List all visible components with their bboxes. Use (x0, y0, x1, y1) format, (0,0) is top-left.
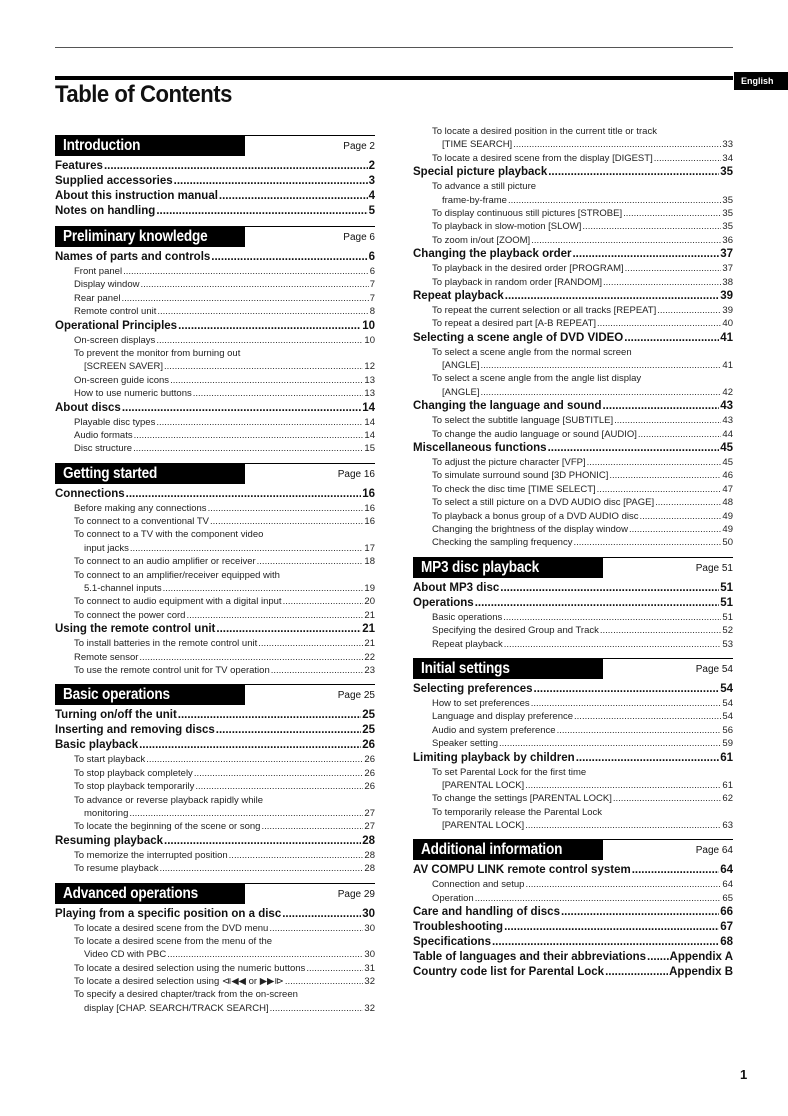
toc-entry[interactable]: Selecting a scene angle of DVD VIDEO ..... 41 (413, 331, 733, 346)
toc-subentry[interactable]: To use the remote control unit for TV operation ..... 23 (55, 664, 375, 677)
page-number: 1 (740, 1067, 748, 1082)
toc-subentry[interactable]: To stop playback temporarily ..... 26 (55, 780, 375, 793)
toc-subentry[interactable]: How to set preferences ..... 54 (413, 697, 733, 710)
toc-subentry[interactable]: To zoom in/out [ZOOM] ..... 36 (413, 234, 733, 247)
toc-subentry[interactable]: [TIME SEARCH] ..... 33 (413, 138, 733, 151)
toc-subentry[interactable]: Display window ..... 7 (55, 278, 375, 291)
toc-subentry[interactable]: To playback in the desired order [PROGRAM] ..... 37 (413, 262, 733, 275)
toc-subentry[interactable]: How to use numeric buttons ..... 13 (55, 387, 375, 400)
toc-subentry[interactable]: Specifying the desired Group and Track ..... 52 (413, 624, 733, 637)
title-rule (55, 76, 733, 80)
section-title: Advanced operations (63, 884, 199, 902)
toc-subentry-line1[interactable]: To temporarily release the Parental Lock (432, 806, 603, 818)
toc-subentry[interactable]: Disc structure ..... 15 (55, 442, 375, 455)
toc-subentry[interactable]: To locate a desired scene from the DVD menu ..... 30 (55, 922, 375, 935)
toc-subentry[interactable]: Audio formats ..... 14 (55, 429, 375, 442)
section-title: Basic operations (63, 686, 170, 704)
toc-entry[interactable]: Troubleshooting ..... 67 (413, 920, 733, 935)
toc-subentry[interactable]: Connection and setup ..... 64 (413, 878, 733, 891)
toc-subentry[interactable]: [PARENTAL LOCK] ..... 61 (413, 779, 733, 792)
toc-subentry[interactable]: To start playback ..... 26 (55, 753, 375, 766)
toc-subentry[interactable]: frame-by-frame ..... 35 (413, 194, 733, 207)
section-page[interactable]: Page 29 (337, 888, 375, 900)
toc-subentry[interactable]: To memorize the interrupted position ..... 28 (55, 849, 375, 862)
section-initial-settings (413, 658, 733, 680)
page-title: Table of Contents (55, 81, 232, 108)
toc-subentry[interactable]: Repeat playback ..... 53 (413, 638, 733, 651)
toc-subentry[interactable]: To check the disc time [TIME SELECT] ..... 47 (413, 483, 733, 496)
section-page[interactable]: Page 64 (695, 845, 733, 857)
toc-entry[interactable]: Playing from a specific position on a disc ..... 30 (55, 907, 375, 922)
toc-subentry[interactable]: To locate a desired selection using the numeric buttons ..... 31 (55, 962, 375, 975)
toc-entry[interactable]: About MP3 disc ..... 51 (413, 581, 733, 596)
toc-subentry[interactable]: Remote sensor ..... 22 (55, 651, 375, 664)
section-introduction (55, 135, 375, 157)
toc-subentry-line1[interactable]: To locate a desired scene from the menu of the (74, 935, 273, 947)
toc-entry[interactable]: Supplied accessories ..... 3 (55, 174, 375, 189)
toc-subentry[interactable]: To connect to a conventional TV ..... 16 (55, 515, 375, 528)
toc-entry[interactable]: Special picture playback ..... 35 (413, 165, 733, 180)
toc-subentry[interactable]: Basic operations ..... 51 (413, 611, 733, 624)
toc-subentry[interactable]: To connect the power cord ..... 21 (55, 609, 375, 622)
toc-subentry-line1[interactable]: To locate a desired position in the current title or track (432, 126, 657, 137)
toc-subentry-line1[interactable]: To advance a still picture (432, 181, 537, 193)
section-page[interactable]: Page 2 (343, 141, 375, 152)
section-page[interactable]: Page 54 (695, 663, 733, 675)
toc-entry[interactable]: Connections ..... 16 (55, 487, 375, 502)
toc-subentry[interactable]: To locate a desired scene from the display [DIGEST] ..... 34 (413, 152, 733, 165)
toc-subentry[interactable]: To change the audio language or sound [AUDIO] ..... 44 (413, 428, 733, 441)
section-mp3-disc-playback (413, 557, 733, 579)
section-title: Additional information (421, 841, 563, 859)
toc-subentry[interactable]: Changing the brightness of the display window ..... 49 (413, 523, 733, 536)
toc-subentry[interactable]: To repeat the current selection or all tracks [REPEAT] ..... 39 (413, 304, 733, 317)
toc-subentry[interactable]: On-screen displays ..... 10 (55, 334, 375, 347)
toc-subentry[interactable]: Remote control unit ..... 8 (55, 305, 375, 318)
toc-entry[interactable]: Turning on/off the unit ..... 25 (55, 708, 375, 723)
toc-subentry[interactable]: To playback a bonus group of a DVD AUDIO disc ..... 49 (413, 510, 733, 523)
toc-subentry[interactable]: [SCREEN SAVER] ..... 12 (55, 360, 375, 373)
section-page[interactable]: Page 25 (337, 690, 375, 702)
toc-subentry[interactable]: [ANGLE] ..... 42 (413, 386, 733, 399)
toc-subentry[interactable]: To select a still picture on a DVD AUDIO disc [PAGE] ..... 48 (413, 496, 733, 509)
toc-subentry[interactable]: To locate the beginning of the scene or song ..... 27 (55, 820, 375, 833)
language-tab: English (734, 72, 788, 90)
toc-subentry-line1[interactable]: To connect to an amplifier/receiver equipped with (74, 569, 280, 581)
toc-subentry[interactable]: To select the subtitle language [SUBTITLE] ..... 43 (413, 414, 733, 427)
toc-subentry[interactable]: Speaker setting ..... 59 (413, 737, 733, 750)
toc-subentry[interactable]: 5.1-channel inputs ..... 19 (55, 582, 375, 595)
toc-subentry-line1[interactable]: To select a scene angle from the angle list display (432, 373, 642, 385)
toc-entry[interactable]: Using the remote control unit ..... 21 (55, 622, 375, 637)
toc-entry[interactable]: Miscellaneous functions ..... 45 (413, 441, 733, 456)
toc-subentry[interactable]: To install batteries in the remote control unit ..... 21 (55, 637, 375, 650)
toc-right-column (413, 125, 733, 980)
toc-entry[interactable]: Country code list for Parental Lock ..... Appendix B (413, 965, 733, 980)
toc-subentry[interactable]: input jacks ..... 17 (55, 542, 375, 555)
toc-subentry[interactable]: monitoring ..... 27 (55, 807, 375, 820)
section-page[interactable]: Page 51 (695, 562, 733, 574)
toc-entry[interactable]: Repeat playback ..... 39 (413, 289, 733, 304)
toc-subentry[interactable]: To locate a desired selection using ⧏◀◀ or ▶▶⧐ ..... 32 (55, 975, 375, 988)
toc-subentry[interactable]: To change the settings [PARENTAL LOCK] ..... 62 (413, 792, 733, 805)
toc-entry[interactable]: Changing the playback order ..... 37 (413, 247, 733, 262)
section-additional-information (413, 839, 733, 861)
toc-entry[interactable]: About this instruction manual ..... 4 (55, 189, 375, 204)
toc-subentry-line1[interactable]: To connect to a TV with the component video (74, 529, 264, 541)
toc-entry[interactable]: Resuming playback ..... 28 (55, 834, 375, 849)
toc-subentry[interactable]: Audio and system preference ..... 56 (413, 724, 733, 737)
toc-entry[interactable]: Operational Principles ..... 10 (55, 319, 375, 334)
toc-subentry[interactable]: On-screen guide icons ..... 13 (55, 374, 375, 387)
toc-entry[interactable]: Features ..... 2 (55, 159, 375, 174)
toc-subentry[interactable]: Rear panel ..... 7 (55, 292, 375, 305)
toc-entry[interactable]: Inserting and removing discs ..... 25 (55, 723, 375, 738)
toc-entry[interactable]: Notes on handling ..... 5 (55, 204, 375, 219)
toc-entry[interactable]: Basic playback ..... 26 (55, 738, 375, 753)
toc-left-column (55, 135, 375, 1015)
toc-subentry[interactable]: To simulate surround sound [3D PHONIC] ..... 46 (413, 469, 733, 482)
toc-subentry[interactable]: To connect to audio equipment with a digital input ..... 20 (55, 595, 375, 608)
toc-subentry-line1[interactable]: To advance or reverse playback rapidly while (74, 794, 264, 806)
section-advanced-operations (55, 883, 375, 905)
toc-subentry-line1[interactable]: To specify a desired chapter/track from the on-screen (74, 989, 298, 1001)
toc-subentry-line1[interactable]: To prevent the monitor from burning out (74, 347, 241, 359)
toc-subentry[interactable]: Front panel ..... 6 (55, 265, 375, 278)
section-title: Preliminary knowledge (63, 228, 208, 245)
section-title: MP3 disc playback (421, 558, 540, 576)
toc-entry[interactable]: Care and handling of discs ..... 66 (413, 905, 733, 920)
section-preliminary-knowledge (55, 226, 375, 248)
toc-entry[interactable]: Changing the language and sound ..... 43 (413, 399, 733, 414)
section-basic-operations (55, 684, 375, 706)
section-title: Initial settings (421, 659, 510, 677)
section-title: Getting started (63, 464, 158, 482)
toc-subentry[interactable]: Language and display preference ..... 54 (413, 710, 733, 723)
toc-entry[interactable]: Table of languages and their abbreviations ..... Appendix A (413, 950, 733, 965)
toc-subentry-line1[interactable]: To set Parental Lock for the first time (432, 766, 587, 778)
toc-subentry[interactable]: To display continuous still pictures [STROBE] ..... 35 (413, 207, 733, 220)
toc-subentry[interactable]: Before making any connections ..... 16 (55, 502, 375, 515)
toc-entry[interactable]: Selecting preferences ..... 54 (413, 682, 733, 697)
toc-subentry[interactable]: [ANGLE] ..... 41 (413, 359, 733, 372)
toc-entry[interactable]: AV COMPU LINK remote control system ..... 64 (413, 863, 733, 878)
top-rule (55, 47, 733, 48)
toc-subentry[interactable]: To playback in random order [RANDOM] ..... 38 (413, 276, 733, 289)
section-getting-started (55, 463, 375, 485)
toc-subentry[interactable]: To adjust the picture character [VFP] ..... 45 (413, 456, 733, 469)
toc-entry[interactable]: Specifications ..... 68 (413, 935, 733, 950)
toc-subentry[interactable]: To playback in slow-motion [SLOW] ..... 35 (413, 220, 733, 233)
toc-subentry[interactable]: To repeat a desired part [A-B REPEAT] ..... 40 (413, 317, 733, 330)
toc-entry[interactable]: About discs ..... 14 (55, 401, 375, 416)
toc-subentry[interactable]: display [CHAP. SEARCH/TRACK SEARCH] ..... 32 (55, 1002, 375, 1015)
toc-entry[interactable]: Names of parts and controls ..... 6 (55, 250, 375, 265)
toc-subentry[interactable]: Video CD with PBC ..... 30 (55, 948, 375, 961)
toc-subentry[interactable]: [PARENTAL LOCK] ..... 63 (413, 819, 733, 832)
section-page[interactable]: Page 16 (337, 468, 375, 480)
toc-entry[interactable]: Limiting playback by children ..... 61 (413, 751, 733, 766)
toc-subentry[interactable]: To resume playback ..... 28 (55, 862, 375, 875)
toc-subentry[interactable]: To stop playback completely ..... 26 (55, 767, 375, 780)
toc-subentry-line1[interactable]: To select a scene angle from the normal screen (432, 346, 632, 358)
toc-subentry[interactable]: Checking the sampling frequency ..... 50 (413, 536, 733, 549)
section-title: Introduction (63, 137, 141, 154)
toc-subentry[interactable]: To connect to an audio amplifier or receiver ..... 18 (55, 555, 375, 568)
section-page[interactable]: Page 6 (343, 232, 375, 243)
toc-subentry[interactable]: Playable disc types ..... 14 (55, 416, 375, 429)
toc-subentry[interactable]: Operation ..... 65 (413, 892, 733, 905)
toc-entry[interactable]: Operations ..... 51 (413, 596, 733, 611)
